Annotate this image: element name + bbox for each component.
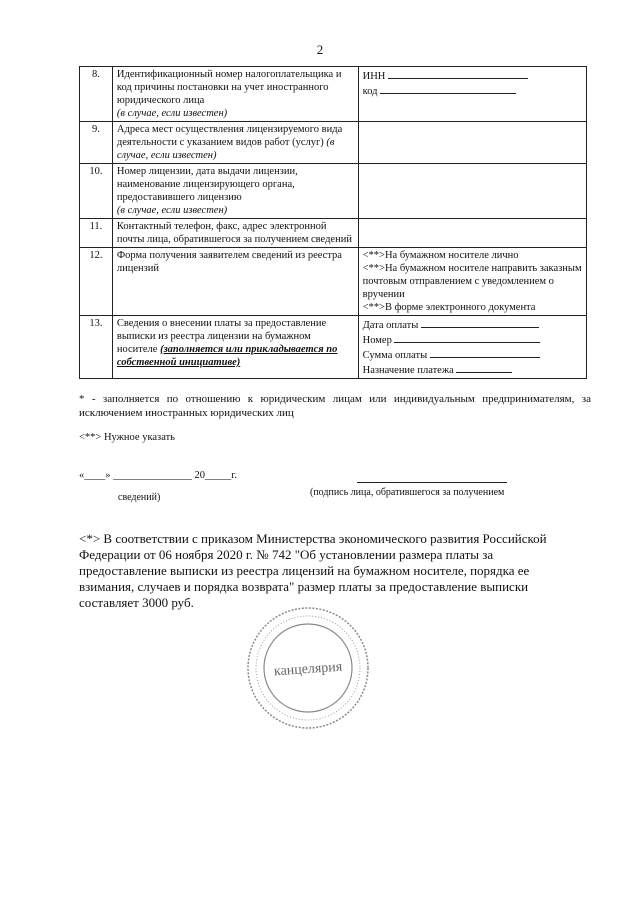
table-row xyxy=(80,67,587,122)
signature-caption: (подпись лица, обратившегося за получением xyxy=(310,487,505,498)
table-row xyxy=(80,122,587,164)
row-note: (в случае, если известен) xyxy=(116,137,335,161)
row-note: (в случае, если известен) xyxy=(116,205,228,216)
payment-number-label: Номер xyxy=(362,335,392,346)
row-label-text: Контактный телефон, факс, адрес электронной почты лица, обратившегося за получением сведений xyxy=(116,221,352,245)
fee-note: <*> В соответствии с приказом Министерства экономического развития Российской Федерации от 06 ноября 2020 г. № 742 "Об установлении размера платы за предоставление выписки из реестра лицензий на бумажном носителе, порядка ее взимания, случаев и порядка возврата" размер платы за предоставление выписки составляет 3000 руб. xyxy=(79,531,547,610)
row-number: 11. xyxy=(80,219,113,248)
page-number: 2 xyxy=(316,42,324,57)
row-label xyxy=(112,164,358,219)
row-note: (в случае, если известен) xyxy=(116,108,228,119)
payment-date-field[interactable] xyxy=(363,317,582,332)
office-stamp xyxy=(245,605,371,731)
date-line[interactable]: «____» _______________ 20_____г. xyxy=(79,470,237,481)
table-row xyxy=(80,219,587,248)
row-note: (заполняется или прикладывается по собственной инициативе) xyxy=(116,344,338,368)
row-label-text: Форма получения заявителем сведений из реестра лицензий xyxy=(116,250,342,274)
row-label xyxy=(112,316,358,379)
stamp-text: канцелярия xyxy=(273,659,343,680)
payment-number-field[interactable] xyxy=(363,332,582,347)
inn-field[interactable] xyxy=(363,68,582,83)
row-number: 10. xyxy=(80,164,113,219)
payment-amount-label: Сумма оплаты xyxy=(362,350,428,361)
table-row xyxy=(80,164,587,219)
delivery-options-cell xyxy=(358,248,586,316)
kpp-field[interactable] xyxy=(363,83,582,98)
inn-label: ИНН xyxy=(362,71,386,82)
row-label xyxy=(112,248,358,316)
kpp-label: код xyxy=(362,86,378,97)
payment-purpose-field[interactable] xyxy=(363,362,582,377)
payment-purpose-label: Назначение платежа xyxy=(362,365,454,376)
row-number: 9. xyxy=(80,122,113,164)
payment-amount-field[interactable] xyxy=(363,347,582,362)
row-label-text: Сведения о внесении платы за предоставление выписки из реестра лицензии на бумажном носителе xyxy=(116,318,327,355)
table-row xyxy=(80,248,587,316)
row-number: 12. xyxy=(80,248,113,316)
contacts-value-cell[interactable] xyxy=(358,219,586,248)
row-number: 13. xyxy=(80,316,113,379)
row-label-text: Идентификационный номер налогоплательщика и код причины постановки на учет иностранного юридического лица xyxy=(116,69,342,106)
row-label xyxy=(112,67,358,122)
footnote-double-star: <**> Нужное указать xyxy=(79,432,175,443)
payment-fields-cell xyxy=(358,316,586,379)
option-paper-by-mail[interactable]: <**>На бумажном носителе направить заказным почтовым отправлением с уведомлением о вручении xyxy=(362,263,582,300)
row-label xyxy=(112,219,358,248)
addresses-value-cell[interactable] xyxy=(358,122,586,164)
signature-line[interactable] xyxy=(357,482,507,483)
row-label xyxy=(112,122,358,164)
license-request-table xyxy=(79,66,587,379)
option-electronic[interactable]: <**>В форме электронного документа xyxy=(362,302,536,313)
table-row xyxy=(80,316,587,379)
row-label-text: Номер лицензии, дата выдачи лицензии, наименование лицензирующего органа, предоставившего лицензию xyxy=(116,166,298,203)
footnote-star: * - заполняется по отношению к юридическим лицам или индивидуальным предпринимателям, за исключением иностранных юридических лиц xyxy=(79,393,591,419)
license-info-value-cell[interactable] xyxy=(358,164,586,219)
inn-kpp-cell xyxy=(358,67,586,122)
option-paper-in-person[interactable]: <**>На бумажном носителе лично xyxy=(362,250,519,261)
payment-date-label: Дата оплаты xyxy=(362,320,419,331)
row-number: 8. xyxy=(80,67,113,122)
row-label-text: Адреса мест осуществления лицензируемого вида деятельности с указанием видов работ (услуг) xyxy=(116,124,343,148)
signature-caption-continued: сведений) xyxy=(118,492,161,503)
